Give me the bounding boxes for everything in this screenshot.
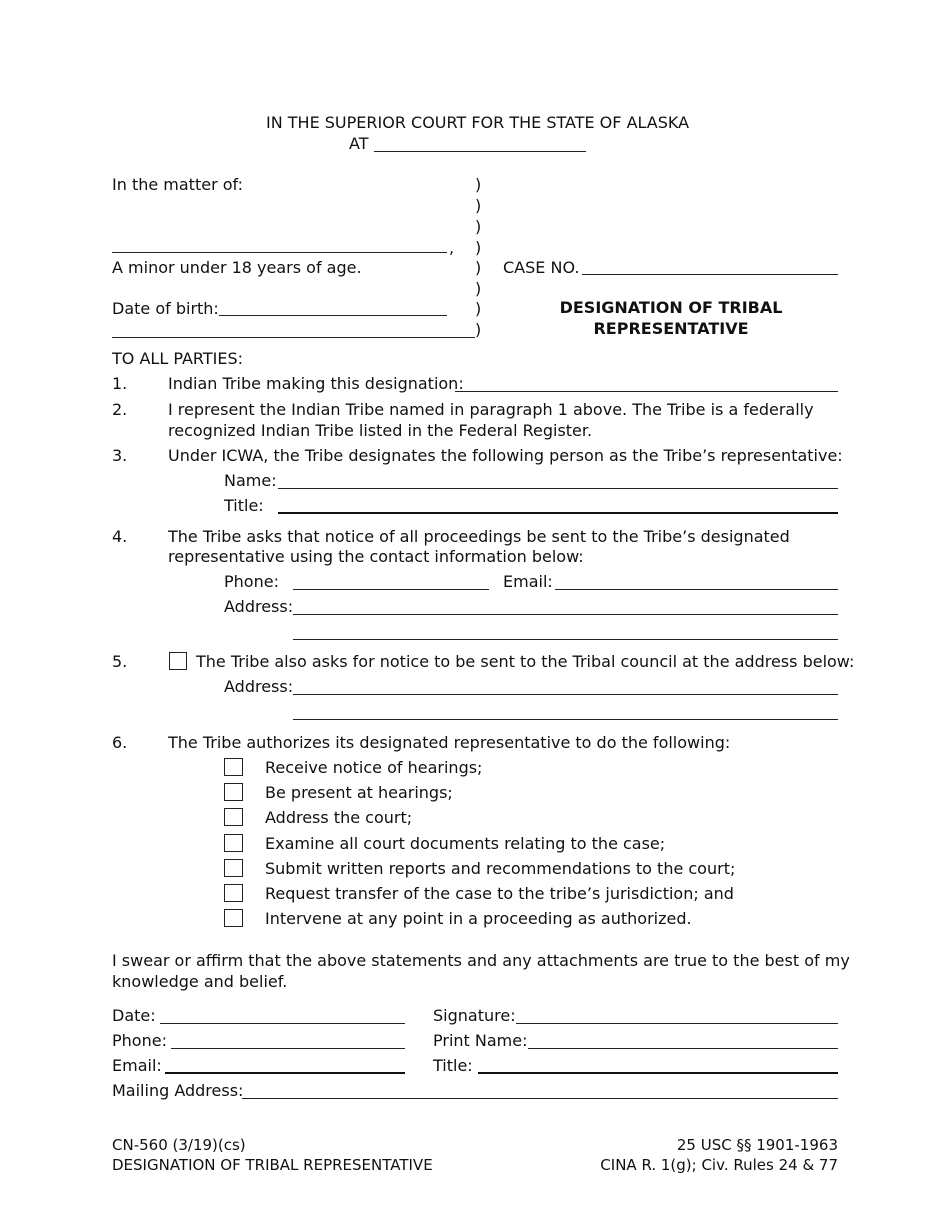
- caption-paren: ): [475, 175, 482, 194]
- tribal-council-checkbox[interactable]: [169, 652, 187, 670]
- item-number: 2.: [112, 400, 128, 419]
- oath-line1: I swear or affirm that the above statements and any attachments are true to the best of my: [112, 951, 850, 970]
- council-address-field[interactable]: [293, 694, 838, 695]
- doc-title-line2: REPRESENTATIVE: [593, 319, 749, 338]
- print-name-field[interactable]: [528, 1048, 838, 1049]
- auth-label: Be present at hearings;: [265, 783, 453, 802]
- dob-label: Date of birth:: [112, 299, 219, 318]
- phone-field[interactable]: [171, 1048, 405, 1049]
- auth-checkbox-reports[interactable]: [224, 859, 243, 877]
- mailing-address-field[interactable]: [242, 1098, 838, 1099]
- doc-title-line1: DESIGNATION OF TRIBAL: [559, 298, 783, 317]
- court-title: IN THE SUPERIOR COURT FOR THE STATE OF ALASKA: [266, 113, 690, 132]
- rep-name-field[interactable]: [278, 488, 838, 489]
- case-no-label: CASE NO.: [503, 258, 580, 277]
- minor-name-field[interactable]: [112, 252, 447, 253]
- rep-phone-label: Phone:: [224, 572, 279, 591]
- rep-address-field[interactable]: [293, 614, 838, 615]
- at-location-field[interactable]: [374, 151, 586, 152]
- case-no-field[interactable]: [582, 274, 838, 275]
- email-field[interactable]: [165, 1072, 405, 1074]
- footer-form-name: DESIGNATION OF TRIBAL REPRESENTATIVE: [112, 1156, 433, 1174]
- minor-label: A minor under 18 years of age.: [112, 258, 362, 277]
- auth-checkbox-address-court[interactable]: [224, 808, 243, 826]
- auth-label: Intervene at any point in a proceeding as authorized.: [265, 909, 692, 928]
- caption-paren: ): [475, 279, 482, 298]
- date-label: Date:: [112, 1006, 156, 1025]
- item-5-text: The Tribe also asks for notice to be sent to the Tribal council at the address below:: [196, 652, 855, 671]
- item-2-text: I represent the Indian Tribe named in paragraph 1 above. The Tribe is a federally: [168, 400, 814, 419]
- caption-paren: ): [475, 196, 482, 215]
- matter-label: In the matter of:: [112, 175, 243, 194]
- rep-address-field-line2[interactable]: [293, 639, 838, 640]
- comma: ,: [449, 238, 455, 257]
- caption-paren: ): [475, 320, 482, 339]
- caption-paren: ): [475, 258, 482, 277]
- auth-checkbox-examine[interactable]: [224, 834, 243, 852]
- footer-statute: 25 USC §§ 1901-1963: [676, 1136, 838, 1154]
- to-all-parties: TO ALL PARTIES:: [112, 349, 243, 368]
- item-number: 5.: [112, 652, 128, 671]
- auth-checkbox-notice[interactable]: [224, 758, 243, 776]
- signer-title-label: Title:: [433, 1056, 473, 1075]
- rep-address-label: Address:: [224, 597, 294, 616]
- council-address-label: Address:: [224, 677, 294, 696]
- auth-label: Examine all court documents relating to the case;: [265, 834, 666, 853]
- rep-name-label: Name:: [224, 471, 277, 490]
- rep-email-label: Email:: [503, 572, 553, 591]
- rep-title-label: Title:: [224, 496, 264, 515]
- mailing-address-label: Mailing Address:: [112, 1081, 244, 1100]
- item-1-text: Indian Tribe making this designation:: [168, 374, 464, 393]
- caption-paren: ): [475, 238, 482, 257]
- auth-label: Receive notice of hearings;: [265, 758, 483, 777]
- signature-label: Signature:: [433, 1006, 516, 1025]
- email-label: Email:: [112, 1056, 162, 1075]
- rep-phone-field[interactable]: [293, 589, 489, 590]
- tribe-name-field[interactable]: [455, 391, 838, 392]
- item-number: 1.: [112, 374, 128, 393]
- footer-rules: CINA R. 1(g); Civ. Rules 24 & 77: [600, 1156, 838, 1174]
- caption-bottom-rule: [112, 337, 475, 338]
- item-number: 6.: [112, 733, 128, 752]
- oath-line2: knowledge and belief.: [112, 972, 288, 991]
- item-6-text: The Tribe authorizes its designated representative to do the following:: [168, 733, 731, 752]
- caption-paren: ): [475, 217, 482, 236]
- auth-label: Address the court;: [265, 808, 413, 827]
- caption-paren: ): [475, 299, 482, 318]
- item-number: 3.: [112, 446, 128, 465]
- auth-checkbox-transfer[interactable]: [224, 884, 243, 902]
- phone-label: Phone:: [112, 1031, 167, 1050]
- at-label: AT: [349, 134, 369, 153]
- item-number: 4.: [112, 527, 128, 546]
- rep-title-field[interactable]: [278, 512, 838, 514]
- print-name-label: Print Name:: [433, 1031, 528, 1050]
- auth-checkbox-present[interactable]: [224, 783, 243, 801]
- item-3-text: Under ICWA, the Tribe designates the following person as the Tribe’s representative:: [168, 446, 843, 465]
- item-4-text-cont: representative using the contact information below:: [168, 547, 584, 566]
- dob-field[interactable]: [219, 315, 447, 316]
- auth-label: Submit written reports and recommendations to the court;: [265, 859, 736, 878]
- auth-checkbox-intervene[interactable]: [224, 909, 243, 927]
- date-field[interactable]: [160, 1023, 405, 1024]
- signature-field[interactable]: [516, 1023, 838, 1024]
- rep-email-field[interactable]: [555, 589, 838, 590]
- item-2-text-cont: recognized Indian Tribe listed in the Federal Register.: [168, 421, 593, 440]
- auth-label: Request transfer of the case to the tribe’s jurisdiction; and: [265, 884, 734, 903]
- item-4-text: The Tribe asks that notice of all proceedings be sent to the Tribe’s designated: [168, 527, 790, 546]
- council-address-field-line2[interactable]: [293, 719, 838, 720]
- footer-form-id: CN-560 (3/19)(cs): [112, 1136, 246, 1154]
- signer-title-field[interactable]: [478, 1072, 838, 1074]
